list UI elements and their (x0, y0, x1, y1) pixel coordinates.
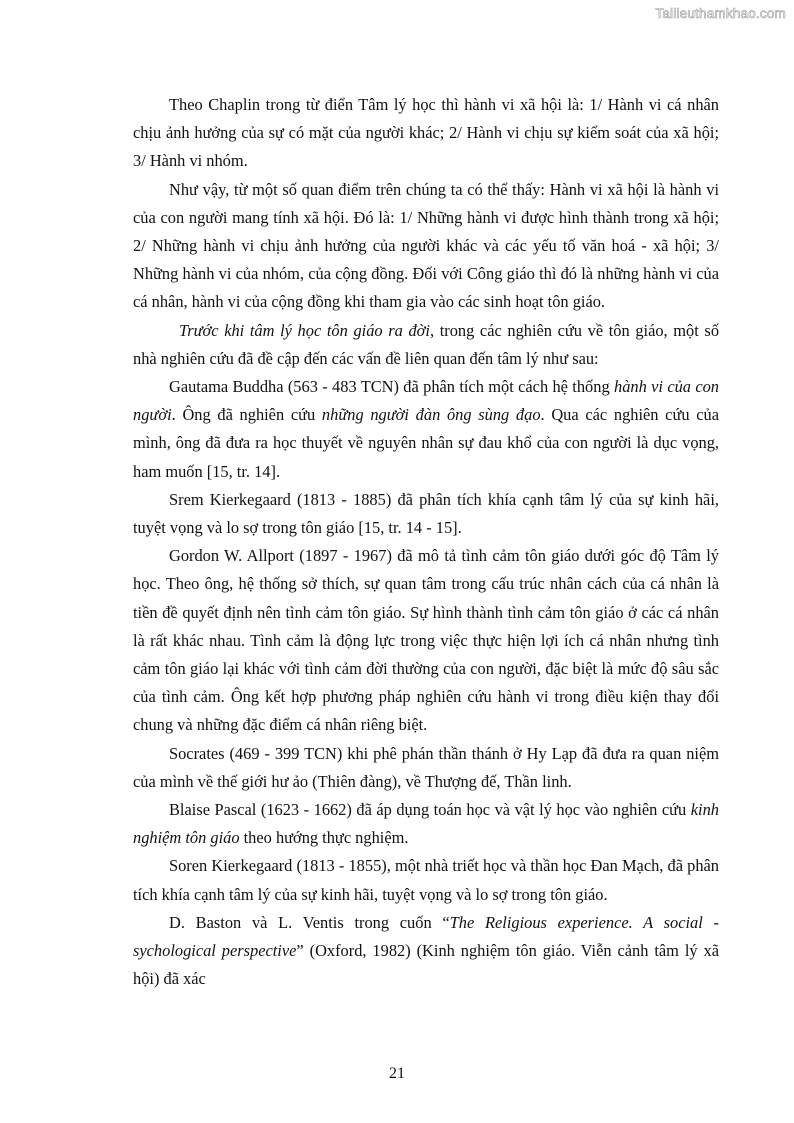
text-segment: , trong các nghiên cứu về tôn giáo, một số nhà nghiên cứu đã đề cập đến các vấn đề liên quan đến tâm lý như sau: (133, 320, 720, 368)
watermark: Tailieuthamkhao.com (655, 6, 786, 21)
body-text (133, 91, 719, 994)
italic-segment: hành vi của con người (133, 377, 719, 425)
paragraph-before-psychology (133, 317, 719, 373)
paragraph-srem (133, 486, 719, 542)
italic-segment: Trước khi tâm lý học tôn giáo ra đời (179, 320, 430, 340)
text-segment: Gautama Buddha (563 - 483 TCN) đã phân tích một cách hệ thống (169, 377, 614, 397)
paragraph-allport (133, 542, 719, 739)
page-number: 21 (389, 1065, 405, 1082)
paragraph-baston (133, 909, 719, 994)
paragraph-socrates (133, 740, 719, 796)
text-segment: ” (Oxford, 1982) (Kinh nghiệm tôn giáo. Viễn cảnh tâm lý xã hội) đã xác (133, 941, 719, 989)
text-segment: Srem Kierkegaard (1813 - 1885) đã phân tích khía cạnh tâm lý của sự kinh hãi, tuyệt vọng và lo sợ trong tôn giáo [15, tr. 14 - 15]. (133, 489, 719, 538)
text-segment: Socrates (469 - 399 TCN) khi phê phán thần thánh ở Hy Lạp đã đưa ra quan niệm của mình về thế giới hư ảo (Thiên đàng), về Thượng đế, Thần linh. (133, 743, 719, 791)
paragraph-pascal (133, 796, 719, 852)
text-segment: D. Baston và L. Ventis trong cuốn “ (169, 912, 450, 932)
italic-segment: những người đàn ông sùng đạo (321, 405, 541, 425)
text-segment: Theo Chaplin trong từ điển Tâm lý học thì hành vi xã hội là: 1/ Hành vi cá nhân chịu ảnh hưởng của sự có mặt của người khác; 2/ Hành vi chịu sự kiểm soát của xã hội; 3/ Hành vi nhóm. (133, 95, 719, 171)
text-segment: Soren Kierkegaard (1813 - 1855), một nhà triết học và thần học Đan Mạch, đã phân tích khía cạnh tâm lý của sự kinh hãi, tuyệt vọng và lo sợ trong tôn giáo. (133, 856, 719, 904)
text-segment: . Qua các nghiên cứu của mình, ông đã đưa ra học thuyết về nguyên nhân sự đau khổ của con người là dục vọng, ham muốn [15, tr. 14]. (133, 405, 719, 481)
text-segment: Gordon W. Allport (1897 - 1967) đã mô tả tình cảm tôn giáo dưới góc độ Tâm lý học. Theo ông, hệ thống sở thích, sự quan tâm trong cấu trúc nhân cách của cá nhân là tiền đề quyết định nên tình cảm tôn giáo. Sự hình thành tình cảm tôn giáo ở các cá nhân là rất khác nhau. Tình cảm là động lực trong việc thực hiện lợi ích cá nhân nhưng tình cảm tôn giáo lại khác với tình cảm đời thường của con người, đặc biệt là mức độ sâu sắc của tình cảm. Ông kết hợp phương pháp nghiên cứu hành vi trong điều kiện thay đổi chung và những đặc điểm cá nhân riêng biệt. (133, 546, 719, 735)
text-segment: Như vậy, từ một số quan điểm trên chúng ta có thể thấy: Hành vi xã hội là hành vi của con người mang tính xã hội. Đó là: 1/ Những hành vi được hình thành trong xã hội; 2/ Những hành vi chịu ảnh hưởng của người khác và các yếu tố văn hoá - xã hội; 3/ Những hành vi của nhóm, của cộng đồng. Đối với Công giáo thì đó là những hành vi của cá nhân, hành vi của cộng đồng khi tham gia vào các sinh hoạt tôn giáo. (133, 179, 719, 312)
paragraph-chaplin (133, 91, 719, 176)
text-segment: theo hướng thực nghiệm. (239, 828, 409, 848)
text-segment: . Ông đã nghiên cứu (171, 405, 322, 425)
text-segment: Blaise Pascal (1623 - 1662) đã áp dụng toán học và vật lý học vào nghiên cứu (169, 800, 691, 820)
paragraph-summary (133, 176, 719, 317)
paragraph-soren (133, 852, 719, 908)
italic-segment: The Religious experience. A social - sychological perspective (133, 912, 719, 961)
paragraph-buddha (133, 373, 719, 486)
italic-segment: kinh nghiệm tôn giáo (133, 800, 719, 848)
